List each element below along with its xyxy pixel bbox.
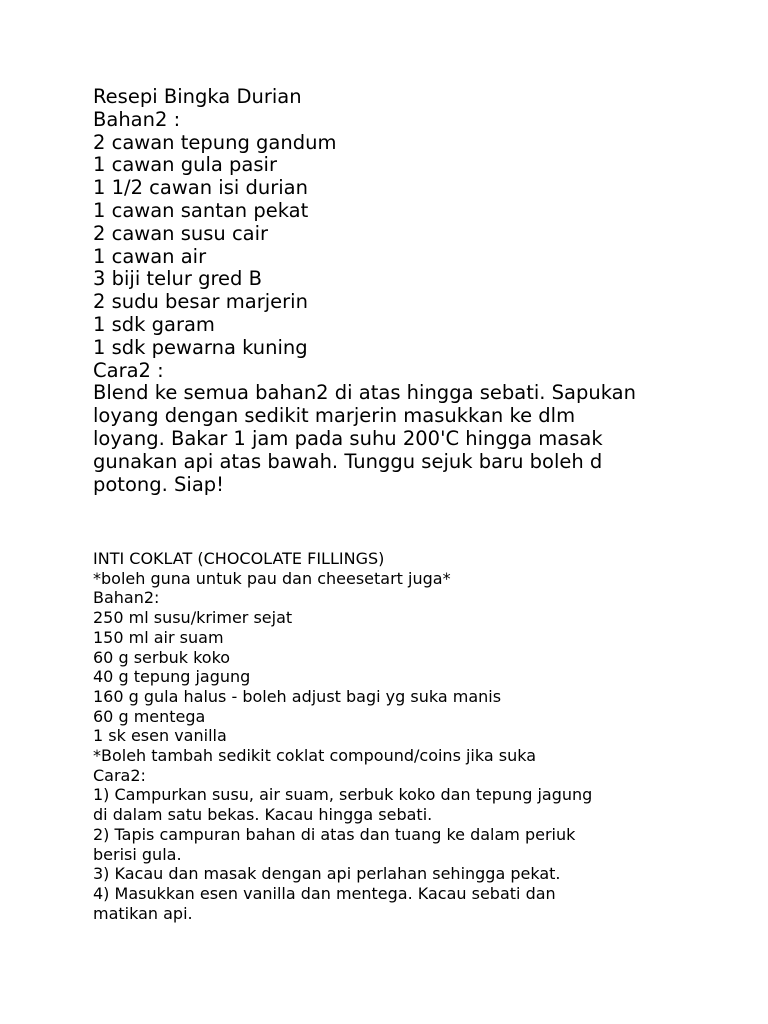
ingredient-item: 2 sudu besar marjerin [93,290,308,314]
ingredient-item: 1 cawan air [93,244,207,268]
method-line: gunakan api atas bawah. Tunggu sejuk baru boleh d [93,449,603,473]
method-line: potong. Siap! [93,472,224,496]
ingredient-item: 40 g tepung jagung [93,667,251,687]
method-line: loyang. Bakar 1 jam pada suhu 200'C hingga masak [93,426,603,450]
ingredients-heading: Bahan2 : [93,107,181,131]
method-line: 1) Campurkan susu, air suam, serbuk koko dan tepung jagung [93,785,593,805]
method-line: Blend ke semua bahan2 di atas hingga sebati. Sapukan [93,381,636,405]
method-line: loyang dengan sedikit marjerin masukkan ke dlm [93,404,576,428]
method-line: 2) Tapis campuran bahan di atas dan tuang ke dalam periuk [93,824,576,844]
recipe-title: Resepi Bingka Durian [93,85,302,108]
recipe-title: INTI COKLAT (CHOCOLATE FILLINGS) [93,549,385,568]
recipe-note: *boleh guna untuk pau dan cheesetart juga* [93,568,451,588]
ingredient-item: 250 ml susu/krimer sejat [93,608,293,628]
method-heading: Cara2 : [93,358,164,382]
ingredient-item: 1 cawan gula pasir [93,153,277,177]
ingredient-item: 2 cawan susu cair [93,221,269,245]
method-line: matikan api. [93,903,193,923]
ingredient-note: *Boleh tambah sedikit coklat compound/coins jika suka [93,746,537,766]
ingredient-item: 3 biji telur gred B [93,267,262,291]
recipe-bingka-durian [93,86,693,496]
ingredient-item: 1 1/2 cawan isi durian [93,176,308,200]
recipe-inti-coklat [93,549,693,923]
ingredient-item: 1 cawan santan pekat [93,198,309,222]
method-line: berisi gula. [93,844,182,864]
method-line: 3) Kacau dan masak dengan api perlahan sehingga pekat. [93,864,561,884]
ingredient-item: 1 sk esen vanilla [93,726,227,746]
ingredient-item: 160 g gula halus - boleh adjust bagi yg suka manis [93,686,502,706]
ingredient-item: 150 ml air suam [93,627,224,647]
ingredient-item: 1 sdk garam [93,312,215,336]
ingredient-item: 2 cawan tepung gandum [93,130,337,154]
ingredients-heading: Bahan2: [93,588,160,608]
ingredient-item: 1 sdk pewarna kuning [93,335,308,359]
ingredient-item: 60 g serbuk koko [93,647,231,667]
method-heading: Cara2: [93,765,146,785]
ingredient-item: 60 g mentega [93,706,206,726]
method-line: di dalam satu bekas. Kacau hingga sebati. [93,805,433,825]
method-line: 4) Masukkan esen vanilla dan mentega. Kacau sebati dan [93,883,556,903]
